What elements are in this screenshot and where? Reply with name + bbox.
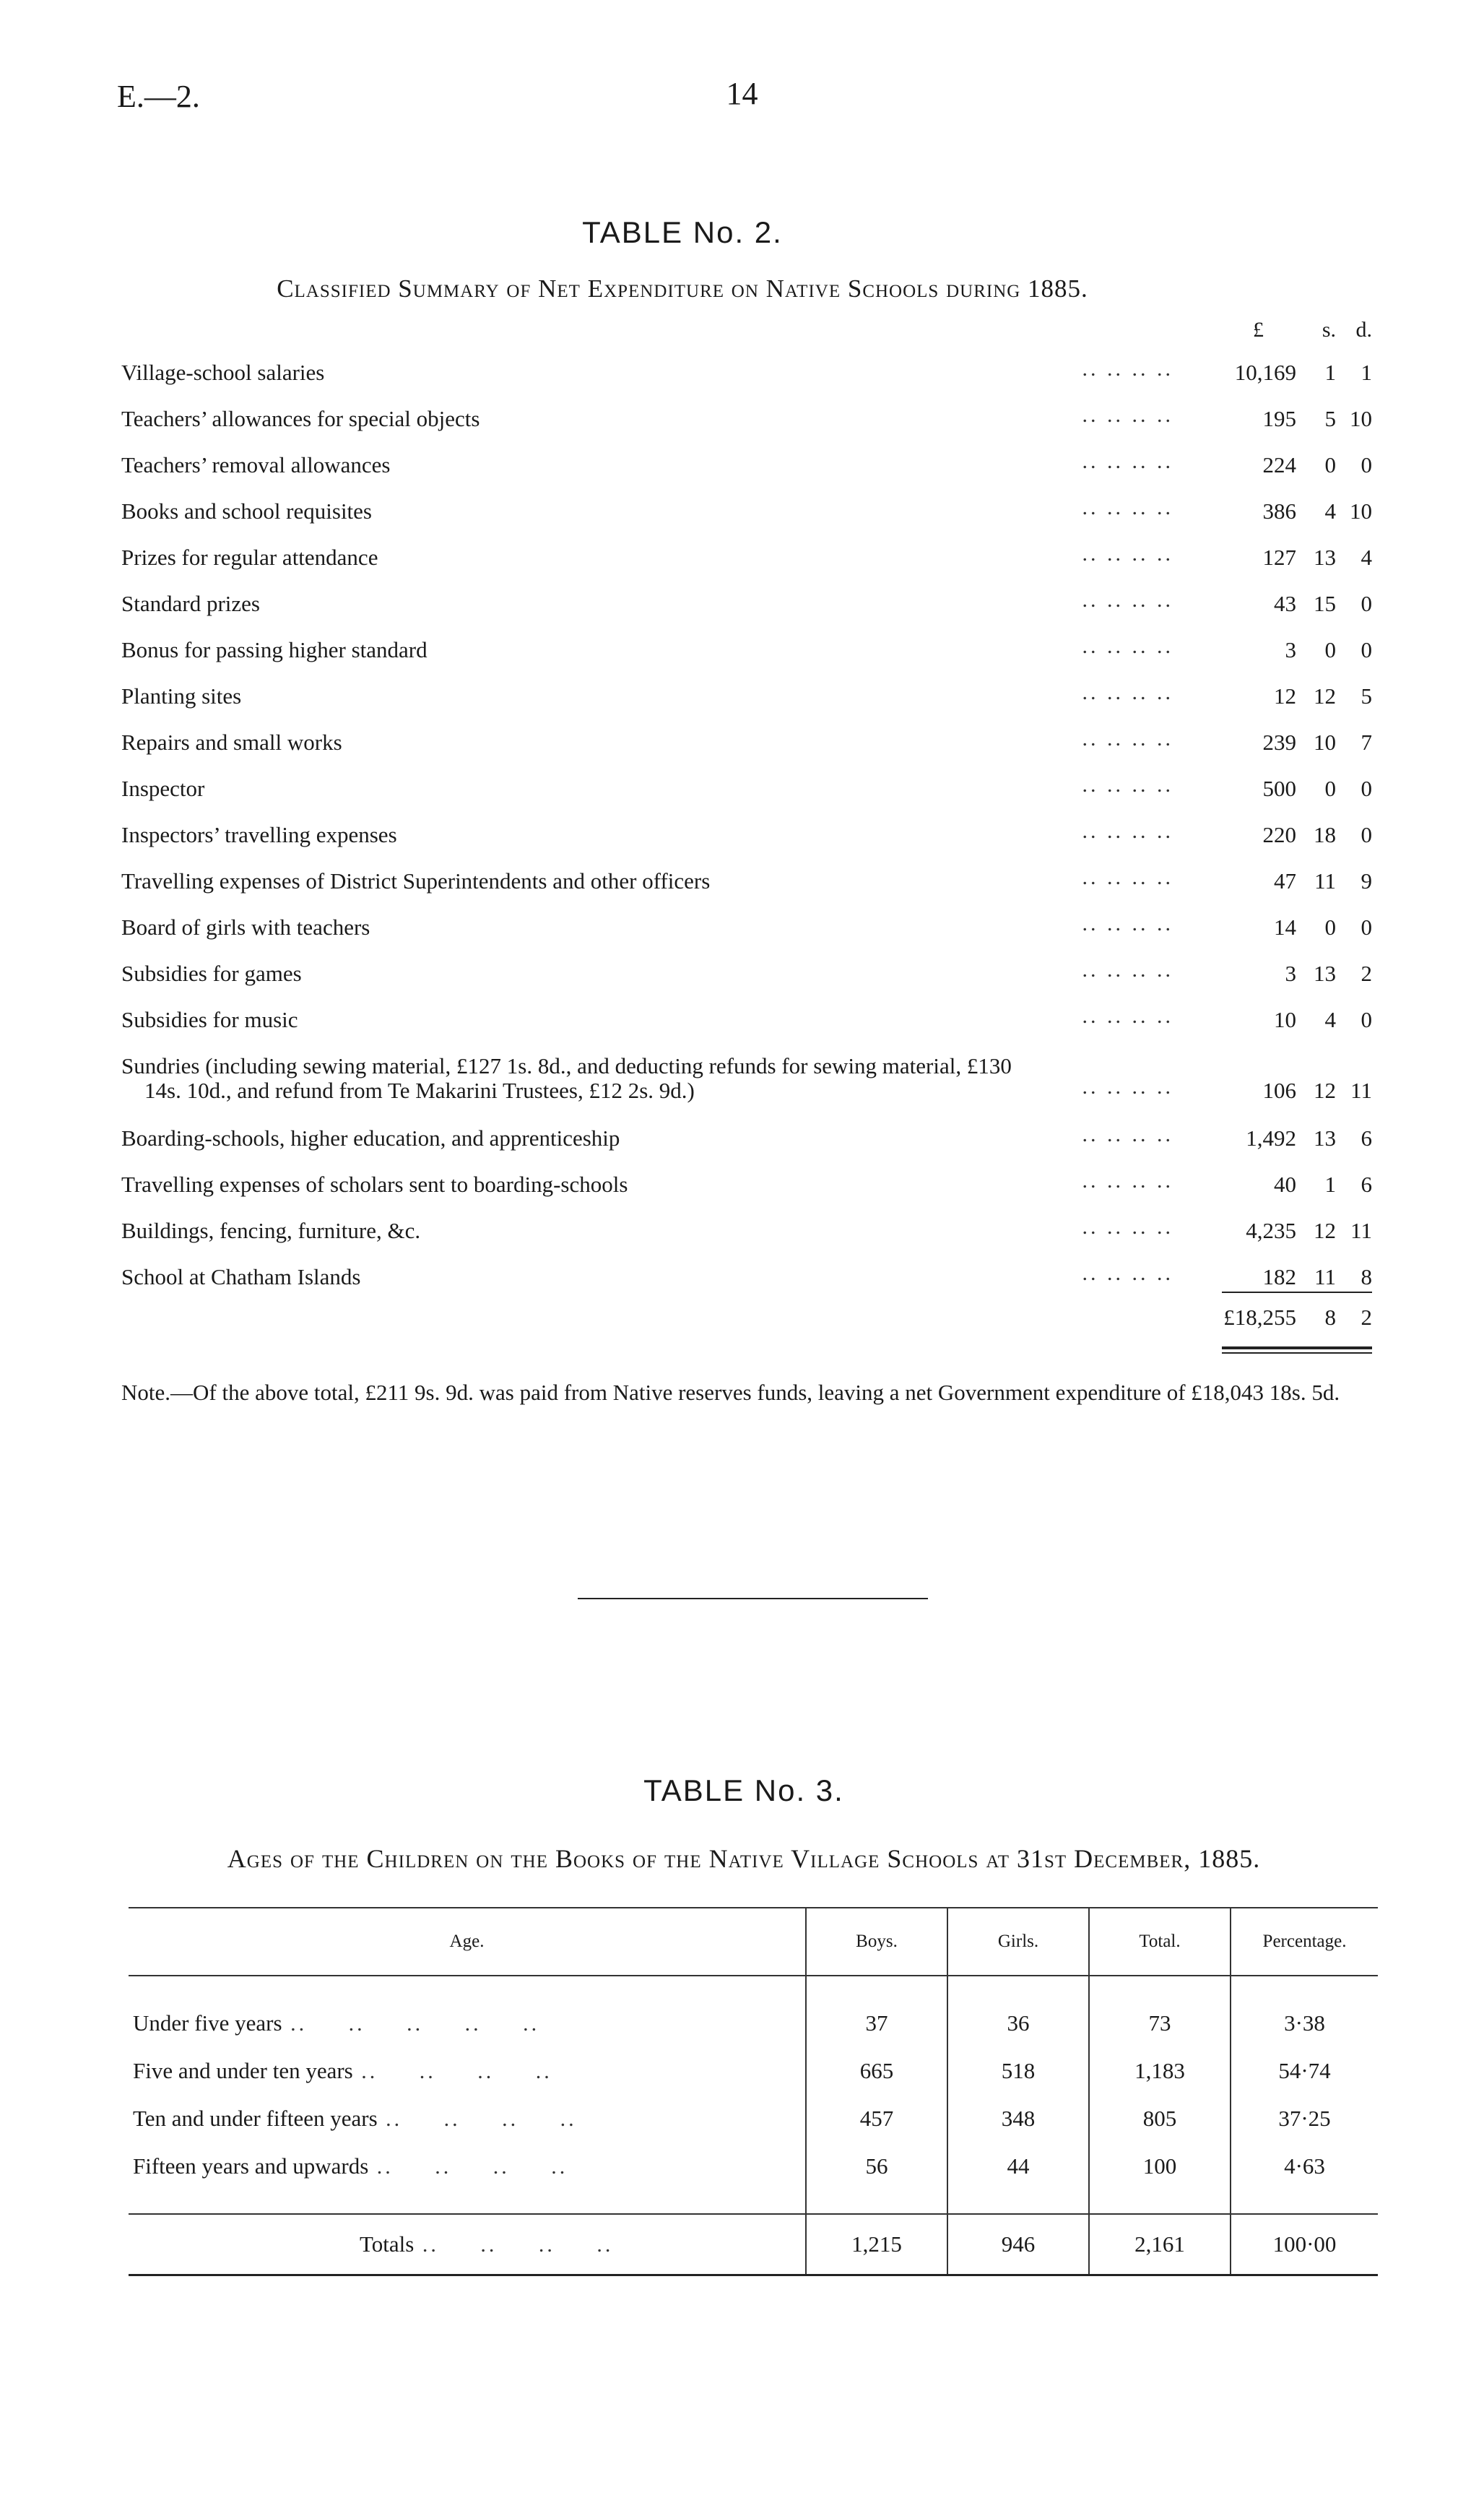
amount-pounds: 386 (1262, 498, 1296, 524)
percentage-cell: 54·74 (1231, 2047, 1378, 2095)
expenditure-label: Standard prizes (121, 591, 260, 616)
col-boys: Boys. (806, 1908, 947, 1976)
amount-pence: 0 (1361, 776, 1372, 801)
amount-pence: 1 (1361, 360, 1372, 385)
amount-pounds: 182 (1262, 1264, 1296, 1289)
age-label: Five and under ten years .. .. .. .. (133, 2058, 552, 2083)
amount-shillings: 0 (1324, 776, 1336, 801)
amount-shillings: 5 (1324, 406, 1336, 431)
expenditure-label: Subsidies for games (121, 961, 302, 986)
expenditure-label: Bonus for passing higher standard (121, 637, 428, 662)
leader-dots: .. .. .. .. (1082, 449, 1173, 473)
expenditure-label: Inspectors’ travelling expenses (121, 822, 397, 847)
amount-shillings: 1 (1324, 1172, 1336, 1197)
leader-dots: .. .. .. .. (1082, 865, 1173, 889)
expenditure-label: Inspector (121, 776, 205, 801)
col-total: Total. (1089, 1908, 1231, 1976)
amount-pounds: 500 (1262, 776, 1296, 801)
boys-cell: 37 (806, 1999, 947, 2047)
col-girls: Girls. (947, 1908, 1089, 1976)
amount-pounds: 1,492 (1246, 1125, 1296, 1151)
amount-pounds: 10 (1274, 1007, 1296, 1032)
expenditure-label: Subsidies for music (121, 1007, 298, 1032)
leader-dots: .. .. .. .. (1082, 1004, 1173, 1028)
amount-shillings: 12 (1314, 683, 1336, 709)
table-row (129, 2095, 1378, 2142)
amount-pence: 6 (1361, 1172, 1372, 1197)
amount-shillings: 1 (1324, 360, 1336, 385)
total-pence: 2 (1361, 1305, 1372, 1330)
expenditure-label: Teachers’ removal allowances (121, 452, 391, 477)
amount-shillings: 13 (1314, 545, 1336, 570)
amount-pence: 6 (1361, 1125, 1372, 1151)
table3-title: TABLE No. 3. (643, 1773, 844, 1807)
leader-dots: .. .. .. .. (1082, 819, 1173, 843)
expenditure-label-continued: 14s. 10d., and refund from Te Makarini Trustees, £12 2s. 9d.) (144, 1078, 695, 1103)
expenditure-label: Village-school salaries (121, 360, 325, 385)
unit-shillings: s. (1322, 318, 1336, 342)
col-age: Age. (449, 1932, 485, 1951)
leader-dots: .. .. .. .. (1082, 680, 1173, 704)
document-code: E.—2. (117, 79, 200, 114)
amount-shillings: 0 (1324, 637, 1336, 662)
amount-pounds: 195 (1262, 406, 1296, 431)
expenditure-label: Board of girls with teachers (121, 914, 370, 940)
leader-dots: .. .. .. .. (1082, 496, 1173, 519)
expenditure-label: Sundries (including sewing material, £127 1s. 8d., and deducting refunds for sewing material, £130 (121, 1053, 1012, 1078)
expenditure-label: Books and school requisites (121, 498, 372, 524)
total-double-rule (1222, 1346, 1372, 1349)
table2-note: Note.—Of the above total, £211 9s. 9d. was paid from Native reserves funds, leaving a net Government expenditure of £18,043 18s. 5d. (121, 1380, 1340, 1405)
table2-title: TABLE No. 2. (582, 215, 783, 249)
leader-dots: .. .. .. .. (1082, 1215, 1173, 1239)
total-cell: 1,183 (1089, 2047, 1231, 2095)
amount-shillings: 18 (1314, 822, 1336, 847)
percentage-cell: 3·38 (1231, 1999, 1378, 2047)
table-row (129, 2047, 1378, 2095)
total-cell: 100 (1089, 2142, 1231, 2190)
amount-pounds: 40 (1274, 1172, 1296, 1197)
age-label: Under five years .. .. .. .. .. (133, 2010, 540, 2036)
total-cell: 805 (1089, 2095, 1231, 2142)
amount-pence: 0 (1361, 591, 1372, 616)
amount-pence: 2 (1361, 961, 1372, 986)
expenditure-label: Prizes for regular attendance (121, 545, 378, 570)
girls-cell: 348 (947, 2095, 1089, 2142)
amount-shillings: 15 (1314, 591, 1336, 616)
leader-dots: .. .. .. .. (1082, 912, 1173, 935)
amount-pounds: 4,235 (1246, 1218, 1296, 1243)
girls-cell: 44 (947, 2142, 1089, 2190)
boys-cell: 457 (806, 2095, 947, 2142)
amount-shillings: 12 (1314, 1218, 1336, 1243)
amount-pence: 9 (1361, 868, 1372, 894)
amount-pence: 0 (1361, 452, 1372, 477)
amount-pence: 7 (1361, 730, 1372, 755)
amount-shillings: 13 (1314, 1125, 1336, 1151)
total-pounds: £18,255 (1223, 1305, 1296, 1330)
leader-dots: .. .. .. .. (1082, 773, 1173, 797)
table-row (129, 2142, 1378, 2190)
percentage-cell: 4·63 (1231, 2142, 1378, 2190)
totals-percentage: 100·00 (1231, 2214, 1378, 2275)
amount-pounds: 14 (1274, 914, 1296, 940)
leader-dots: .. .. .. .. (1082, 958, 1173, 982)
amount-pence: 0 (1361, 914, 1372, 940)
amount-pounds: 106 (1262, 1078, 1296, 1103)
amount-pence: 11 (1350, 1218, 1372, 1243)
totals-total: 2,161 (1089, 2214, 1231, 2275)
expenditure-label: Planting sites (121, 683, 242, 709)
leader-dots: .. .. .. .. (1082, 727, 1173, 751)
amount-shillings: 4 (1324, 1007, 1336, 1032)
amount-pence: 10 (1350, 406, 1372, 431)
amount-shillings: 13 (1314, 961, 1336, 986)
amount-shillings: 12 (1314, 1078, 1336, 1103)
boys-cell: 665 (806, 2047, 947, 2095)
total-shillings: 8 (1324, 1305, 1336, 1330)
amount-pence: 5 (1361, 683, 1372, 709)
amount-shillings: 4 (1324, 498, 1336, 524)
amount-pounds: 239 (1262, 730, 1296, 755)
amount-shillings: 0 (1324, 452, 1336, 477)
page-number: 14 (726, 76, 758, 111)
amount-shillings: 11 (1314, 1264, 1336, 1289)
age-label: Ten and under fifteen years .. .. .. .. (133, 2106, 577, 2131)
amount-pounds: 3 (1285, 637, 1296, 662)
ages-table (129, 1907, 1378, 2276)
amount-pounds: 127 (1262, 545, 1296, 570)
girls-cell: 518 (947, 2047, 1089, 2095)
expenditure-label: Teachers’ allowances for special objects (121, 406, 480, 431)
amount-pence: 10 (1350, 498, 1372, 524)
leader-dots: .. .. .. .. (1082, 403, 1173, 427)
age-label: Fifteen years and upwards .. .. .. .. (133, 2153, 568, 2179)
leader-dots: .. .. .. .. (1082, 357, 1173, 381)
expenditure-label: Repairs and small works (121, 730, 342, 755)
amount-pence: 0 (1361, 822, 1372, 847)
amount-shillings: 11 (1314, 868, 1336, 894)
boys-cell: 56 (806, 2142, 947, 2190)
amount-pounds: 3 (1285, 961, 1296, 986)
amount-pounds: 224 (1262, 452, 1296, 477)
amount-pence: 8 (1361, 1264, 1372, 1289)
amount-pounds: 10,169 (1234, 360, 1296, 385)
leader-dots: .. .. .. .. (1082, 1075, 1173, 1099)
total-cell: 73 (1089, 1999, 1231, 2047)
amount-pounds: 43 (1274, 591, 1296, 616)
expenditure-label: School at Chatham Islands (121, 1264, 361, 1289)
amount-pence: 0 (1361, 637, 1372, 662)
leader-dots: .. .. .. .. (1082, 588, 1173, 612)
amount-pounds: 220 (1262, 822, 1296, 847)
leader-dots: .. .. .. .. (1082, 634, 1173, 658)
percentage-cell: 37·25 (1231, 2095, 1378, 2142)
amount-pence: 0 (1361, 1007, 1372, 1032)
total-rule (1222, 1292, 1372, 1293)
unit-pence: d. (1355, 318, 1372, 342)
amount-pounds: 12 (1274, 683, 1296, 709)
amount-pence: 4 (1361, 545, 1372, 570)
total-double-rule-2 (1222, 1352, 1372, 1354)
leader-dots: .. .. .. .. (1082, 1261, 1173, 1285)
amount-pence: 11 (1350, 1078, 1372, 1103)
expenditure-label: Travelling expenses of District Superintendents and other officers (121, 868, 711, 894)
amount-shillings: 10 (1314, 730, 1336, 755)
leader-dots: .. .. .. .. (1082, 1169, 1173, 1193)
section-divider (578, 1598, 928, 1599)
table2-subtitle: Classified Summary of Net Expenditure on Native Schools during 1885. (277, 274, 1088, 303)
table3-subtitle: Ages of the Children on the Books of the Native Village Schools at 31st December, 1885. (227, 1844, 1261, 1873)
amount-pounds: 47 (1274, 868, 1296, 894)
totals-girls: 946 (947, 2214, 1089, 2275)
leader-dots: .. .. .. .. (1082, 1123, 1173, 1146)
col-percentage: Percentage. (1231, 1908, 1378, 1976)
leader-dots: .. .. .. .. (1082, 542, 1173, 566)
totals-row (129, 2214, 1378, 2275)
table-row (129, 1999, 1378, 2047)
unit-pounds: £ (1253, 318, 1264, 342)
totals-label: Totals .. .. .. .. (129, 2214, 806, 2275)
expenditure-label: Boarding-schools, higher education, and apprenticeship (121, 1125, 620, 1151)
expenditure-label: Travelling expenses of scholars sent to boarding-schools (121, 1172, 628, 1197)
amount-shillings: 0 (1324, 914, 1336, 940)
totals-boys: 1,215 (806, 2214, 947, 2275)
expenditure-label: Buildings, fencing, furniture, &c. (121, 1218, 421, 1243)
girls-cell: 36 (947, 1999, 1089, 2047)
